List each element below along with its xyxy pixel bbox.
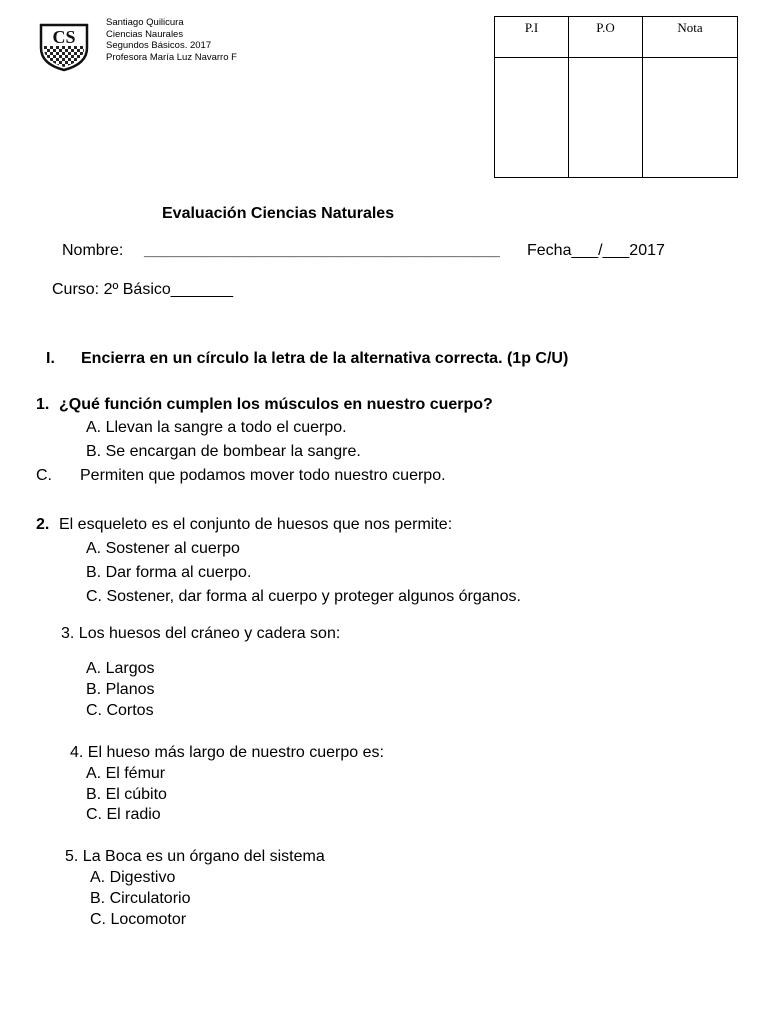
nombre-label: Nombre: [62, 242, 124, 259]
school-line: Segundos Básicos. 2017 [106, 40, 212, 51]
school-line: Ciencias Naurales [106, 28, 184, 40]
question-1-number: 1. [36, 396, 50, 413]
section-number: I. [46, 350, 55, 367]
q3-option-b[interactable]: B. Planos [86, 681, 155, 698]
q1-option-c-letter[interactable]: C. [36, 467, 52, 484]
score-table [494, 16, 738, 178]
pi-cell[interactable] [495, 58, 569, 178]
q1-option-a[interactable]: A. Llevan la sangre a todo el cuerpo. [86, 419, 347, 436]
q4-option-c[interactable]: C. El radio [86, 806, 161, 823]
section-instruction: Encierra en un círculo la letra de la alternativa correcta. (1p C/U) [81, 350, 569, 367]
nota-cell[interactable] [643, 58, 738, 178]
q3-option-c[interactable]: C. Cortos [86, 702, 154, 719]
q4-option-a[interactable]: A. El fémur [86, 765, 166, 782]
school-line: Santiago Quilicura [106, 17, 184, 28]
school-info [106, 17, 237, 63]
fecha-field[interactable]: Fecha___/___2017 [527, 242, 665, 259]
q4-option-b[interactable]: B. El cúbito [86, 786, 167, 803]
po-cell[interactable] [569, 58, 643, 178]
logo-text: CS [52, 27, 76, 47]
nombre-field[interactable]: ________________________________________ [144, 242, 500, 259]
question-3-text: 3. Los huesos del cráneo y cadera son: [61, 625, 341, 642]
q2-option-b[interactable]: B. Dar forma al cuerpo. [86, 564, 252, 581]
question-1-text: ¿Qué función cumplen los músculos en nuestro cuerpo? [59, 396, 493, 413]
question-2-number: 2. [36, 516, 50, 533]
question-4-text: 4. El hueso más largo de nuestro cuerpo es: [70, 744, 384, 761]
school-line: Profesora María Luz Navarro F [106, 51, 237, 63]
col-pi: P.I [495, 17, 569, 58]
page-title: Evaluación Ciencias Naturales [162, 205, 395, 222]
q5-option-b[interactable]: B. Circulatorio [90, 890, 191, 907]
q1-option-c[interactable]: Permiten que podamos mover todo nuestro cuerpo. [80, 467, 446, 484]
q5-option-a[interactable]: A. Digestivo [90, 869, 176, 886]
q1-option-b[interactable]: B. Se encargan de bombear la sangre. [86, 443, 361, 460]
question-2-text: El esqueleto es el conjunto de huesos que nos permite: [59, 516, 453, 533]
curso-field[interactable]: Curso: 2º Básico_______ [52, 281, 234, 298]
col-nota: Nota [643, 17, 738, 58]
q2-option-c[interactable]: C. Sostener, dar forma al cuerpo y proteger algunos órganos. [86, 588, 521, 605]
school-logo [38, 22, 90, 72]
q5-option-c[interactable]: C. Locomotor [90, 911, 187, 928]
col-po: P.O [569, 17, 643, 58]
question-5-text: 5. La Boca es un órgano del sistema [65, 848, 325, 865]
q3-option-a[interactable]: A. Largos [86, 660, 155, 677]
q2-option-a[interactable]: A. Sostener al cuerpo [86, 540, 240, 557]
